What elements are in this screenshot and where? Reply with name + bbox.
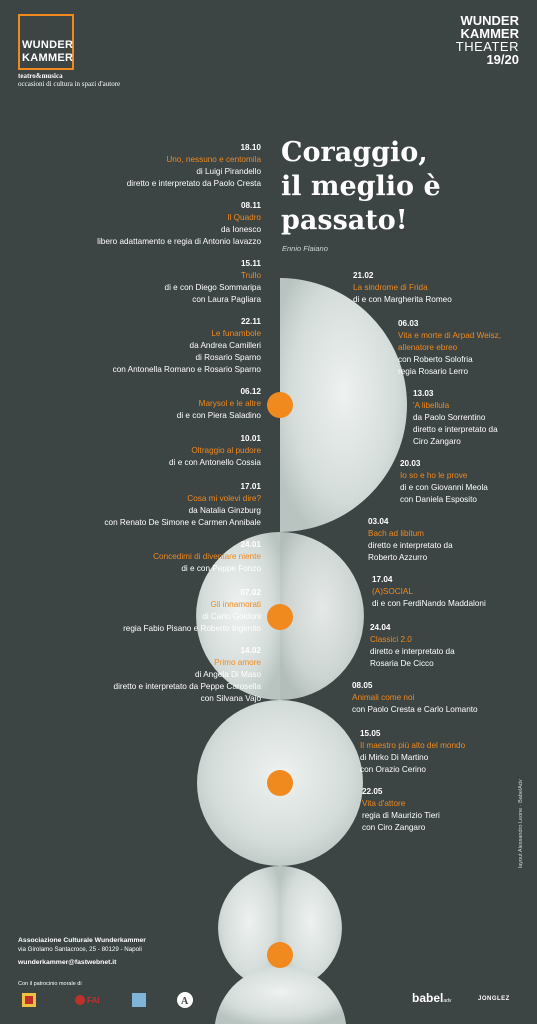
event-date: 06.12: [240, 387, 261, 396]
event-item: [370, 622, 530, 670]
event-date: 20.03: [400, 459, 421, 468]
season-line-3: THEATER: [455, 39, 519, 54]
event-date: 18.10: [240, 143, 261, 152]
event-credit: da Paolo Sorrentino: [413, 413, 486, 422]
moon-base: [215, 966, 346, 1024]
logo-subtitle: occasioni di cultura in spazi d'autore: [18, 80, 121, 88]
event-title: Gli innamorati: [210, 600, 261, 609]
association-address: via Girolamo Santacroce, 25 - 80129 - Napoli: [18, 946, 142, 953]
emblem-icon: [132, 993, 146, 1007]
svg-text:FAI: FAI: [87, 996, 100, 1005]
season-block: [456, 14, 519, 66]
event-item: [398, 318, 530, 378]
event-date: 14.02: [240, 646, 261, 655]
event-title: (A)SOCIAL: [372, 587, 413, 596]
event-credit: con Laura Pagliara: [192, 295, 261, 304]
season-line-1: WUNDER: [460, 13, 519, 28]
patronage-label: Con il patrocinio morale di: [18, 981, 82, 987]
headline-author: Ennio Flaiano: [282, 244, 328, 253]
event-item: [372, 574, 530, 610]
event-date: 15.05: [360, 729, 381, 738]
event-item: [21, 316, 261, 376]
event-credit: con Orazio Cerino: [360, 765, 426, 774]
event-credit: diretto e interpretato da Peppe Carosella: [113, 682, 261, 691]
headline-line-2: il meglio è: [281, 171, 441, 202]
event-date: 22.11: [240, 317, 261, 326]
event-credit: Ciro Zangaro: [413, 437, 461, 446]
sponsor-jonglez: JONGLEZ: [478, 996, 510, 1002]
event-date: 13.03: [413, 389, 434, 398]
contact-email[interactable]: wunderkammer@fastwebnet.it: [18, 959, 117, 966]
event-date: 15.11: [240, 259, 261, 268]
event-credit: con Renato De Simone e Carmen Annibale: [104, 518, 261, 527]
event-title: Marysol e le altre: [198, 399, 261, 408]
orange-dot-1: [267, 392, 293, 418]
a-logo-icon: [177, 992, 193, 1008]
event-item: [21, 645, 261, 705]
event-credit: con Silvana Vajo: [200, 694, 261, 703]
event-credit: Rosaria De Cicco: [370, 659, 434, 668]
event-item: [21, 481, 261, 529]
season-line-4: 19/20: [486, 52, 519, 67]
event-credit: di e con Giovanni Meola: [400, 483, 488, 492]
event-item: [21, 200, 261, 248]
event-item: [400, 458, 530, 506]
event-credit: con Ciro Zangaro: [362, 823, 426, 832]
event-date: 08.11: [240, 201, 261, 210]
orange-dot-4: [267, 942, 293, 968]
headline-line-3: passato!: [281, 205, 408, 236]
event-credit: diretto e interpretato da: [368, 541, 453, 550]
event-title: Oltraggio al pudore: [191, 446, 261, 455]
event-title: Il maestro più alto del mondo: [360, 741, 466, 750]
event-title: Concedimi di diventare niente: [153, 552, 261, 561]
event-credit: da Ionesco: [220, 225, 261, 234]
half-moon-right-top: [280, 278, 407, 532]
event-credit: di Carlo Goldoni: [202, 612, 261, 621]
svg-text:A: A: [181, 996, 189, 1007]
sponsor-babel: [412, 991, 451, 1005]
event-credit: di Luigi Pirandello: [196, 167, 261, 176]
naples-crest-icon: [22, 993, 36, 1007]
event-credit: di e con Margherita Romeo: [353, 295, 452, 304]
event-item: [368, 516, 530, 564]
event-date: 03.04: [368, 517, 389, 526]
event-title: Uno, nessuno e centomila: [166, 155, 261, 164]
event-title: 'A libellula: [413, 401, 450, 410]
event-title: Vita e morte di Arpad Weisz, allenatore ebreo: [398, 331, 501, 352]
fai-logo-icon: [75, 995, 99, 1005]
event-item: [21, 539, 261, 575]
event-title: Classici 2.0: [370, 635, 412, 644]
event-date: 22.05: [362, 787, 383, 796]
event-credit: di e con FerdiNando Maddaloni: [372, 599, 486, 608]
sponsor-babel-sub: adv: [443, 998, 452, 1004]
event-credit: diretto e interpretato da Paolo Cresta: [126, 179, 261, 188]
event-date: 21.02: [353, 271, 374, 280]
event-title: Cosa mi volevi dire?: [187, 494, 261, 503]
event-credit: regia di Maurizio Tieri: [362, 811, 440, 820]
layout-credit: layout Alessandro Leone · BabelAdv: [518, 779, 524, 868]
event-title: Le funambole: [211, 329, 261, 338]
event-date: 17.04: [372, 575, 393, 584]
event-item: [21, 258, 261, 306]
event-date: 10.01: [240, 434, 261, 443]
logo-word-1: WUNDER: [22, 39, 74, 51]
event-title: Primo amore: [214, 658, 261, 667]
event-credit: di e con Antonello Cossia: [169, 458, 261, 467]
event-item: [360, 728, 530, 776]
event-title: Bach ad libitum: [368, 529, 424, 538]
event-credit: con Daniela Esposito: [400, 495, 477, 504]
event-credit: Roberto Azzurro: [368, 553, 428, 562]
event-credit: di e con Diego Sommaripa: [164, 283, 261, 292]
event-credit: con Roberto Solofria: [398, 355, 473, 364]
event-date: 08.05: [352, 681, 373, 690]
event-title: Il Quadro: [227, 213, 261, 222]
event-item: [21, 386, 261, 422]
event-item: [413, 388, 530, 448]
event-date: 06.03: [398, 319, 419, 328]
orange-dot-3: [267, 770, 293, 796]
event-date: 07.02: [240, 588, 261, 597]
event-title: Vita d'attore: [362, 799, 406, 808]
event-credit: diretto e interpretato da: [370, 647, 455, 656]
event-date: 24.04: [370, 623, 391, 632]
event-credit: di e con Piera Saladino: [176, 411, 261, 420]
orange-dot-2: [267, 604, 293, 630]
event-title: Animali come noi: [352, 693, 415, 702]
event-item: [362, 786, 530, 834]
event-credit: libero adattamento e regia di Antonio Iavazzo: [97, 237, 261, 246]
event-credit: di Rosario Sparno: [195, 353, 261, 362]
event-credit: di e con Peppe Fonzo: [181, 564, 261, 573]
event-item: [353, 270, 530, 306]
event-title: La sindrome di Frida: [353, 283, 428, 292]
event-date: 24.01: [240, 540, 261, 549]
event-credit: con Antonella Romano e Rosario Sparno: [112, 365, 261, 374]
logo-tagline: teatro&musica: [18, 72, 63, 80]
event-title: Trullo: [240, 271, 261, 280]
event-credit: da Natalia Ginzburg: [188, 506, 261, 515]
event-item: [21, 142, 261, 190]
sponsor-babel-name: babel: [412, 991, 444, 1005]
event-title: Io so e ho le prove: [400, 471, 468, 480]
event-date: 17.01: [240, 482, 261, 491]
event-credit: regia Rosario Lerro: [398, 367, 469, 376]
event-credit: di Angela Di Maso: [195, 670, 261, 679]
patron-logos: [18, 990, 198, 1010]
event-credit: diretto e interpretato da: [413, 425, 498, 434]
headline: [281, 136, 441, 238]
association-name: Associazione Culturale Wunderkammer: [18, 937, 146, 944]
event-credit: regia Fabio Pisano e Roberto Ingenito: [123, 624, 261, 633]
event-item: [21, 433, 261, 469]
season-line-2: KAMMER: [460, 26, 519, 41]
headline-line-1: Coraggio,: [281, 137, 428, 168]
event-credit: di Mirko Di Martino: [360, 753, 429, 762]
event-credit: con Paolo Cresta e Carlo Lomanto: [352, 705, 478, 714]
event-item: [21, 587, 261, 635]
event-credit: da Andrea Camilleri: [189, 341, 261, 350]
event-item: [352, 680, 530, 716]
logo-word-2: KAMMER: [22, 52, 74, 64]
